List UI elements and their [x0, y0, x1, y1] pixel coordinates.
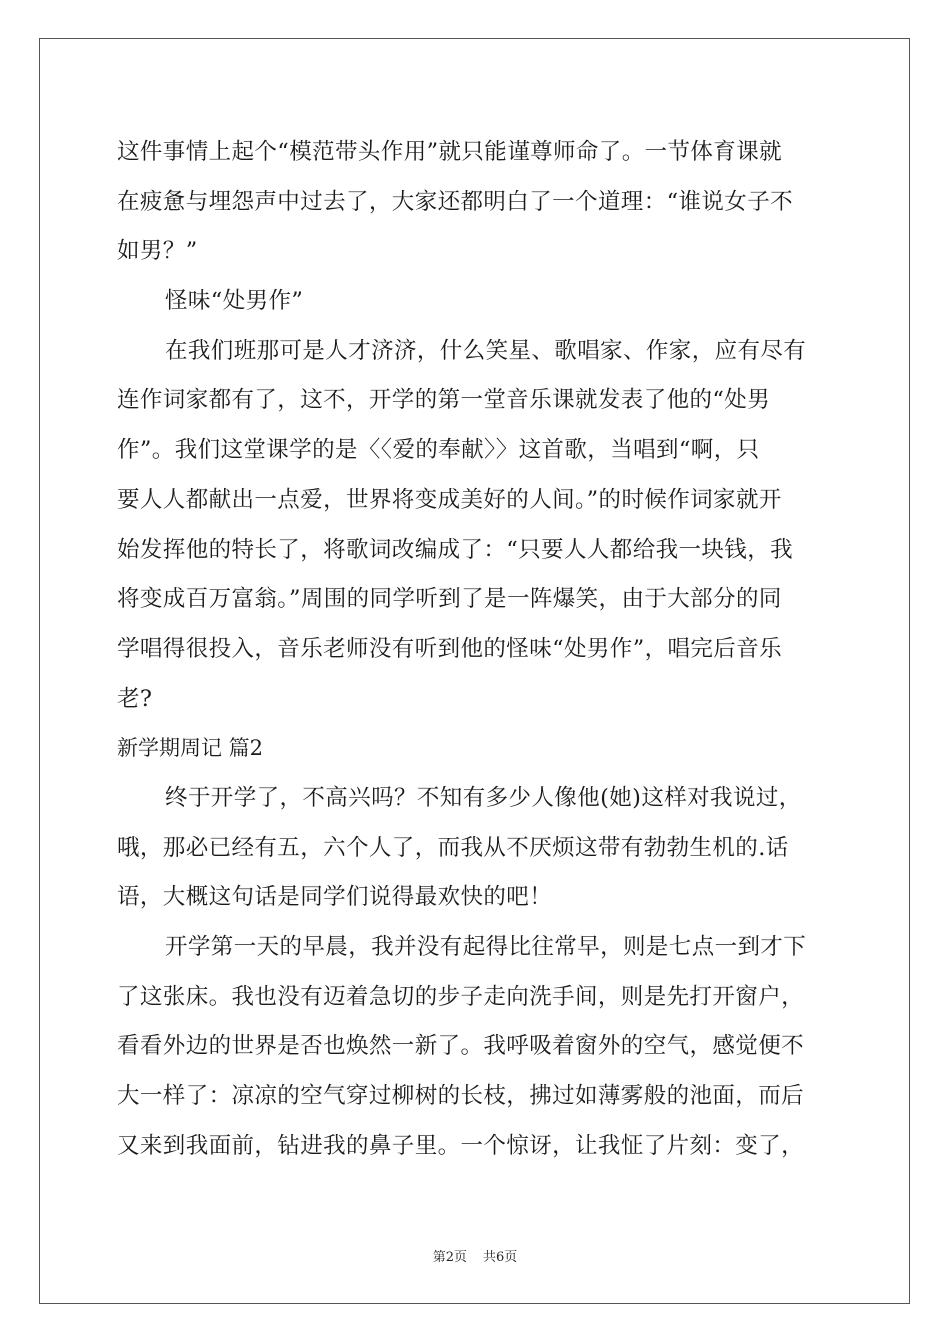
text-line: 作”。我们这堂课学的是〈〈爱的奉献〉〉这首歌，当唱到“啊，只 — [117, 437, 760, 464]
page-number: 第2页 — [432, 1250, 467, 1265]
text-line: 又来到我面前，钻进我的鼻子里。一个惊讶，让我怔了片刻：变了， — [117, 1132, 805, 1159]
text-line: 这件事情上起个“模范带头作用”就只能谨尊师命了。一节体育课就 — [117, 139, 783, 165]
text-line: 了这张床。我也没有迈着急切的步子走向洗手间，则是先打开窗户， — [117, 983, 805, 1010]
text-line: 大一样了：凉凉的空气穿过柳树的长枝，拂过如薄雾般的池面，而后 — [117, 1083, 805, 1110]
document-body — [117, 128, 833, 1171]
text-line: 在疲惫与埋怨声中过去了，大家还都明白了一个道理：“谁说女子不 — [117, 188, 794, 215]
section-heading: 新学期周记 篇2 — [117, 736, 264, 761]
paragraph-start: 终于开学了，不高兴吗？不知有多少人像他(她)这样对我说过， — [165, 784, 802, 811]
text-line: 老? — [117, 685, 153, 712]
text-line: 要人人都献出一点爱，世界将变成美好的人间。”的时候作词家就开 — [117, 486, 782, 513]
paragraph-start: 开学第一天的早晨，我并没有起得比往常早，则是七点一到才下 — [165, 934, 807, 960]
text-line: 哦，那必已经有五，六个人了，而我从不厌烦这带有勃勃生机的.话 — [117, 834, 789, 861]
section-subtitle: 怪味“处男作” — [165, 288, 304, 315]
text-line: 如男？” — [117, 238, 198, 265]
paragraph-start: 在我们班那可是人才济济，什么笑星、歌唱家、作家，应有尽有 — [165, 337, 807, 364]
text-line: 将变成百万富翁。”周围的同学听到了是一阵爆笑，由于大部分的同 — [117, 586, 782, 613]
page-footer — [0, 1246, 950, 1265]
text-line: 语，大概这句话是同学们说得最欢快的吧！ — [117, 884, 553, 911]
text-line: 看看外边的世界是否也焕然一新了。我呼吸着窗外的空气，感觉便不 — [117, 1033, 805, 1060]
text-line: 连作词家都有了，这不，开学的第一堂音乐课就发表了他的“处男 — [117, 387, 771, 414]
text-line: 始发挥他的特长了，将歌词改编成了：“只要人人都给我一块钱，我 — [117, 536, 794, 563]
text-line: 学唱得很投入，音乐老师没有听到他的怪味“处男作”，唱完后音乐 — [117, 635, 783, 662]
page-total: 共6页 — [483, 1250, 518, 1265]
